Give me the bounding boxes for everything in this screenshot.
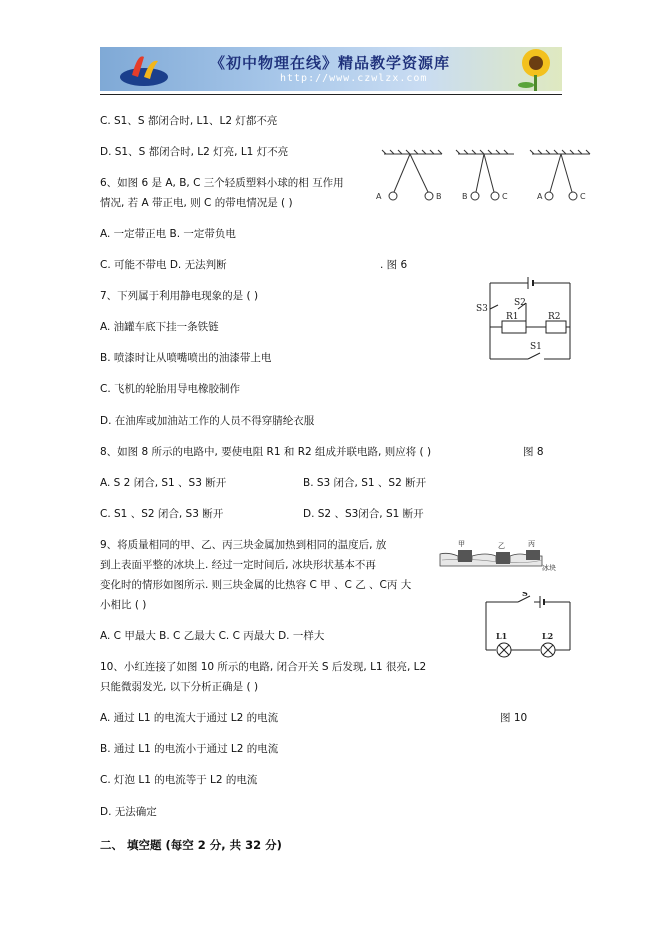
fig6-caption: . 图 6	[380, 259, 408, 271]
q8-option-c: C. S1 、S2 闭合, S3 断开	[100, 508, 224, 520]
q8-option-d: D. S2 、S3闭合, S1 断开	[303, 508, 424, 520]
fig9-label-yi: 乙	[498, 542, 505, 550]
q6-stem-line1: 6、如图 6 是 A, B, C 三个轻质塑料小球的相 互作用	[100, 177, 344, 189]
fig8-label-s3: S3	[476, 304, 488, 314]
fig9-label-bing: 丙	[528, 540, 535, 548]
q8-option-b: B. S3 闭合, S1 、S2 断开	[303, 477, 427, 489]
fig8-label-r1: R1	[506, 312, 519, 322]
figure-6-diagram	[374, 148, 604, 218]
q7-option-b: B. 喷漆时让从喷嘴喷出的油漆带上电	[100, 352, 272, 364]
fig9-label-ice: 冰块	[542, 564, 556, 572]
fig10-label-s: S	[522, 592, 528, 598]
sunflower-icon	[504, 47, 562, 91]
fig8-label-s1: S1	[530, 342, 542, 352]
q10-stem-line2: 只能微弱发光, 以下分析正确是 ( )	[100, 681, 259, 693]
q7-option-a: A. 油罐车底下挂一条铁链	[100, 321, 219, 333]
q8-option-a: A. S 2 闭合, S1 、S3 断开	[100, 477, 227, 489]
fig8-label-r2: R2	[548, 312, 561, 322]
q6-options-cd: C. 可能不带电 D. 无法判断	[100, 259, 227, 271]
q9-options: A. C 甲最大 B. C 乙最大 C. C 丙最大 D. 一样大	[100, 630, 325, 642]
q5-option-d: D. S1、S 都闭合时, L2 灯亮, L1 灯不亮	[100, 146, 289, 158]
q10-option-c: C. 灯泡 L1 的电流等于 L2 的电流	[100, 774, 258, 786]
q6-options-ab: A. 一定带正电 B. 一定带负电	[100, 228, 236, 240]
fig8-caption: 图 8	[523, 446, 544, 458]
site-logo-icon	[114, 47, 184, 91]
q10-option-b: B. 通过 L1 的电流小于通过 L2 的电流	[100, 743, 279, 755]
section-2-heading: 二、 填空题 (每空 2 分, 共 32 分)	[100, 838, 282, 852]
fig6-label-b2: B	[462, 192, 468, 201]
fig10-caption: 图 10	[500, 712, 528, 724]
q7-option-d: D. 在油库或加油站工作的人员不得穿腈纶衣服	[100, 415, 315, 427]
figure-9-ice-blocks	[438, 536, 558, 580]
fig6-label-a1: A	[376, 192, 382, 201]
q7-stem: 7、下列属于利用静电现象的是 ( )	[100, 290, 259, 302]
fig6-label-c2: C	[580, 192, 586, 201]
q9-stem-line4: 小相比 ( )	[100, 599, 147, 611]
fig6-label-c1: C	[502, 192, 508, 201]
header-banner	[100, 47, 562, 91]
q6-stem-line2: 情况, 若 A 带正电, 则 C 的带电情况是 ( )	[100, 197, 293, 209]
q10-option-a: A. 通过 L1 的电流大于通过 L2 的电流	[100, 712, 279, 724]
fig6-label-b1: B	[436, 192, 442, 201]
banner-url: http://www.czwlzx.com	[280, 73, 428, 84]
fig8-label-s2: S2	[514, 298, 526, 308]
fig6-label-a2: A	[537, 192, 543, 201]
fig10-label-l2: L2	[542, 631, 554, 641]
q9-stem-line2: 到上表面平整的冰块上. 经过一定时间后, 冰块形状基本不再	[100, 559, 376, 571]
q8-stem: 8、如图 8 所示的电路中, 要使电阻 R1 和 R2 组成并联电路, 则应将 ( )	[100, 446, 432, 458]
figure-8-circuit	[476, 275, 576, 365]
q10-stem-line1: 10、小红连接了如图 10 所示的电路, 闭合开关 S 后发现, L1 很亮, L2	[100, 661, 427, 673]
header-rule	[100, 94, 562, 95]
banner-title: 《初中物理在线》精品教学资源库	[210, 54, 451, 72]
q5-option-c: C. S1、S 都闭合时, L1、L2 灯都不亮	[100, 115, 278, 127]
fig10-label-l1: L1	[496, 631, 508, 641]
figure-10-circuit	[480, 592, 580, 662]
q7-option-c: C. 飞机的轮胎用导电橡胶制作	[100, 383, 241, 395]
q9-stem-line3: 变化时的情形如图所示. 则三块金属的比热容 C 甲 、C 乙 、C丙 大	[100, 579, 412, 591]
q10-option-d: D. 无法确定	[100, 806, 157, 818]
fig9-label-jia: 甲	[458, 540, 465, 548]
q9-stem-line1: 9、将质量相同的甲、乙、丙三块金属加热到相同的温度后, 放	[100, 539, 387, 551]
